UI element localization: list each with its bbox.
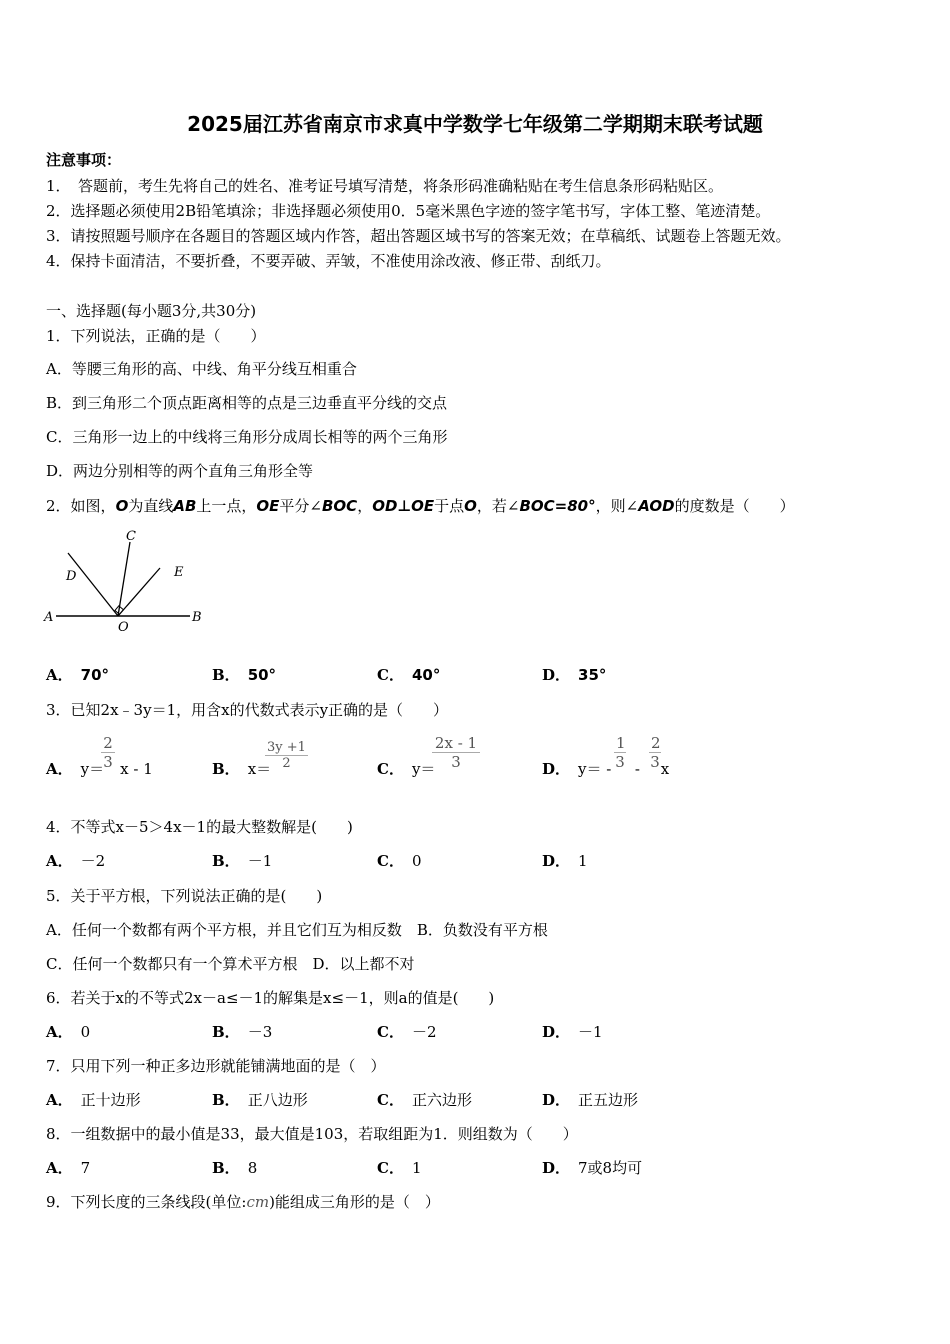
- question-8: 8．一组数据中的最小值是33，最大值是103，若取组距为1．则组数为（ ）: [46, 1125, 578, 1143]
- question-3: 3．已知2x﹣3y＝1，用含x的代数式表示y正确的是（ ）: [46, 701, 449, 719]
- q2-option-d: [542, 665, 606, 685]
- option-label: D．: [542, 1091, 571, 1109]
- option-value: 0: [80, 1023, 91, 1041]
- q7-option-c: [377, 1090, 472, 1110]
- option-value: －3: [247, 1023, 273, 1041]
- text: 平分∠: [279, 497, 322, 515]
- q6-option-c: [377, 1022, 437, 1042]
- option-value: 0: [411, 852, 422, 870]
- q6-option-a: [46, 1022, 90, 1042]
- notice-item: 2．选择题必须使用2B铅笔填涂；非选择题必须使用0．5毫米黑色字迹的签字笔书写，字体工整、笔迹清楚。: [46, 202, 771, 220]
- q3c-fraction: [432, 734, 480, 771]
- option-label: C．: [377, 852, 404, 870]
- option-value: －1: [247, 852, 273, 870]
- option-value: 40°: [411, 666, 441, 684]
- q1-option-d: D．两边分别相等的两个直角三角形全等: [46, 462, 314, 480]
- text: ，若∠: [476, 497, 520, 515]
- option-value: 1: [578, 852, 588, 870]
- option-value: 1: [411, 1159, 422, 1177]
- label-e: E: [174, 565, 184, 580]
- q7-option-a: [46, 1090, 141, 1110]
- option-value: 正十边形: [80, 1091, 141, 1109]
- option-label: C．: [377, 1091, 404, 1109]
- option-label: B．: [212, 760, 240, 778]
- text: 如图，: [70, 497, 116, 515]
- option-label: A．: [46, 666, 73, 684]
- option-label: C．: [377, 1023, 404, 1041]
- text: x: [660, 760, 670, 778]
- label-o: O: [118, 620, 129, 635]
- question-9: [46, 1192, 440, 1212]
- q8-option-b: [212, 1158, 257, 1178]
- math: BOC: [321, 497, 358, 515]
- label-c: C: [126, 529, 136, 544]
- text: 于点: [434, 497, 465, 515]
- text: y＝ -: [578, 760, 617, 778]
- option-value: 正五边形: [578, 1091, 639, 1109]
- option-label: A．: [46, 1091, 73, 1109]
- q3a-fraction: [101, 734, 115, 771]
- question-1: 1．下列说法，正确的是（ ）: [46, 327, 266, 345]
- option-value: 35°: [578, 666, 607, 684]
- notice-item: 1． 答题前，考生先将自己的姓名、准考证号填写清楚，将条形码准确粘贴在考生信息条形码粘贴区。: [46, 177, 724, 195]
- option-label: D．: [542, 760, 571, 778]
- notice-heading: 注意事项：: [46, 151, 122, 169]
- q4-option-d: [542, 851, 588, 871]
- text: 为直线: [128, 497, 174, 515]
- q5-options-cd: [46, 954, 415, 974]
- q2-option-c: [377, 665, 440, 685]
- notice-item: 3．请按照题号顺序在各题目的答题区域内作答，超出答题区域书写的答案无效；在草稿纸、试题卷上答题无效。: [46, 227, 791, 245]
- text: -: [630, 760, 645, 778]
- q6-option-b: [212, 1022, 272, 1042]
- question-2: [46, 496, 795, 516]
- q1-option-c: C．三角形一边上的中线将三角形分成周长相等的两个三角形: [46, 428, 448, 446]
- option-label: D．: [542, 852, 571, 870]
- notice-item: 4．保持卡面清洁，不要折叠，不要弄破、弄皱，不准使用涂改液、修正带、刮纸刀。: [46, 252, 611, 270]
- option-label: B．: [212, 1159, 240, 1177]
- section-heading: 一、选择题(每小题3分,共30分): [46, 302, 257, 320]
- option-value: 正八边形: [247, 1091, 308, 1109]
- q5-option-b: B．负数没有平方根: [416, 921, 548, 939]
- q8-option-c: [377, 1158, 422, 1178]
- text: x - 1: [120, 760, 153, 778]
- text: 的度数是（ ）: [674, 497, 795, 515]
- denominator: 3: [451, 753, 461, 771]
- question-4: 4．不等式x－5＞4x－1的最大整数解是( ): [46, 818, 353, 836]
- option-value: －2: [80, 852, 106, 870]
- text: )能组成三角形的是（ ）: [269, 1193, 440, 1211]
- q2-option-b: [212, 665, 276, 685]
- math: O: [464, 497, 477, 515]
- option-label: A．: [46, 1023, 73, 1041]
- q3-option-b: [212, 759, 271, 779]
- q1-option-b: B．到三角形二个顶点距离相等的点是三边垂直平分线的交点: [46, 394, 448, 412]
- angle-figure: [40, 525, 210, 635]
- q5-option-a: A．任何一个数都有两个平方根，并且它们互为相反数: [46, 921, 402, 939]
- text: x＝: [247, 760, 272, 778]
- question-6: 6．若关于x的不等式2x－a≤－1的解集是x≤－1，则a的值是( ): [46, 989, 495, 1007]
- option-label: D．: [542, 1159, 571, 1177]
- denominator: 3: [650, 753, 660, 771]
- question-7: 7．只用下列一种正多边形就能铺满地面的是（ ）: [46, 1057, 386, 1075]
- option-label: C．: [377, 760, 404, 778]
- text: y＝: [411, 760, 436, 778]
- label-b: B: [192, 610, 202, 625]
- text: ，则∠: [595, 497, 639, 515]
- option-value: －1: [578, 1023, 603, 1041]
- text: y＝: [80, 760, 105, 778]
- math: O: [115, 497, 129, 515]
- q5-options-ab: [46, 920, 548, 940]
- q8-option-d: [542, 1158, 642, 1178]
- q3-option-c: [377, 759, 435, 779]
- math: OD⊥OE: [372, 497, 435, 515]
- label-d: D: [66, 569, 77, 584]
- math: AB: [173, 497, 197, 515]
- option-label: A．: [46, 1159, 73, 1177]
- option-value: 70°: [80, 666, 110, 684]
- page-title: 2025届江苏省南京市求真中学数学七年级第二学期期末联考试题: [187, 112, 763, 136]
- q8-option-a: [46, 1158, 90, 1178]
- q5-option-c: C．任何一个数都只有一个算术平方根: [46, 955, 298, 973]
- q3d-fraction-1: [614, 734, 626, 771]
- option-label: B．: [212, 1091, 240, 1109]
- q5-option-d: D．以上都不对: [312, 955, 415, 973]
- option-label: C．: [377, 1159, 404, 1177]
- q3d-fraction-2: [649, 734, 661, 771]
- option-label: B．: [212, 666, 240, 684]
- option-label: D．: [542, 666, 571, 684]
- option-label: C．: [377, 666, 404, 684]
- math: AOD: [638, 497, 675, 515]
- label-a: A: [44, 610, 54, 625]
- numerator: 3y +1: [267, 740, 306, 755]
- math: BOC=80°: [519, 497, 596, 515]
- option-value: －2: [411, 1023, 437, 1041]
- denominator: 3: [103, 753, 113, 771]
- q1-option-a: A．等腰三角形的高、中线、角平分线互相重合: [46, 360, 357, 378]
- q3b-fraction: [265, 740, 308, 771]
- q4-option-a: [46, 851, 105, 871]
- option-label: B．: [212, 852, 240, 870]
- option-label: D．: [542, 1023, 571, 1041]
- q2-option-a: [46, 665, 109, 685]
- denominator: 2: [282, 756, 291, 771]
- option-value: 8: [247, 1159, 258, 1177]
- text: 上一点，: [196, 497, 257, 515]
- option-value: 50°: [247, 666, 277, 684]
- option-value: 正六边形: [411, 1091, 472, 1109]
- q6-option-d: [542, 1022, 603, 1042]
- denominator: 3: [615, 753, 625, 771]
- text: 9．下列长度的三条线段(单位:: [46, 1193, 247, 1211]
- q4-option-c: [377, 851, 422, 871]
- option-label: A．: [46, 760, 73, 778]
- q4-option-b: [212, 851, 272, 871]
- option-value: 7或8均可: [578, 1159, 643, 1177]
- q7-option-b: [212, 1090, 308, 1110]
- option-value: 7: [80, 1159, 91, 1177]
- text: ，: [357, 497, 373, 515]
- q-num: 2．: [46, 497, 71, 515]
- option-label: A．: [46, 852, 73, 870]
- numerator: 1: [616, 734, 626, 752]
- numerator: 2x - 1: [432, 734, 480, 753]
- q3-option-a: [46, 759, 153, 779]
- numerator: 2: [101, 734, 115, 753]
- numerator: 2: [651, 734, 661, 752]
- option-label: B．: [212, 1023, 240, 1041]
- math: OE: [256, 497, 280, 515]
- question-5: 5．关于平方根，下列说法正确的是( ): [46, 887, 323, 905]
- unit: cm: [246, 1193, 270, 1211]
- q7-option-d: [542, 1090, 638, 1110]
